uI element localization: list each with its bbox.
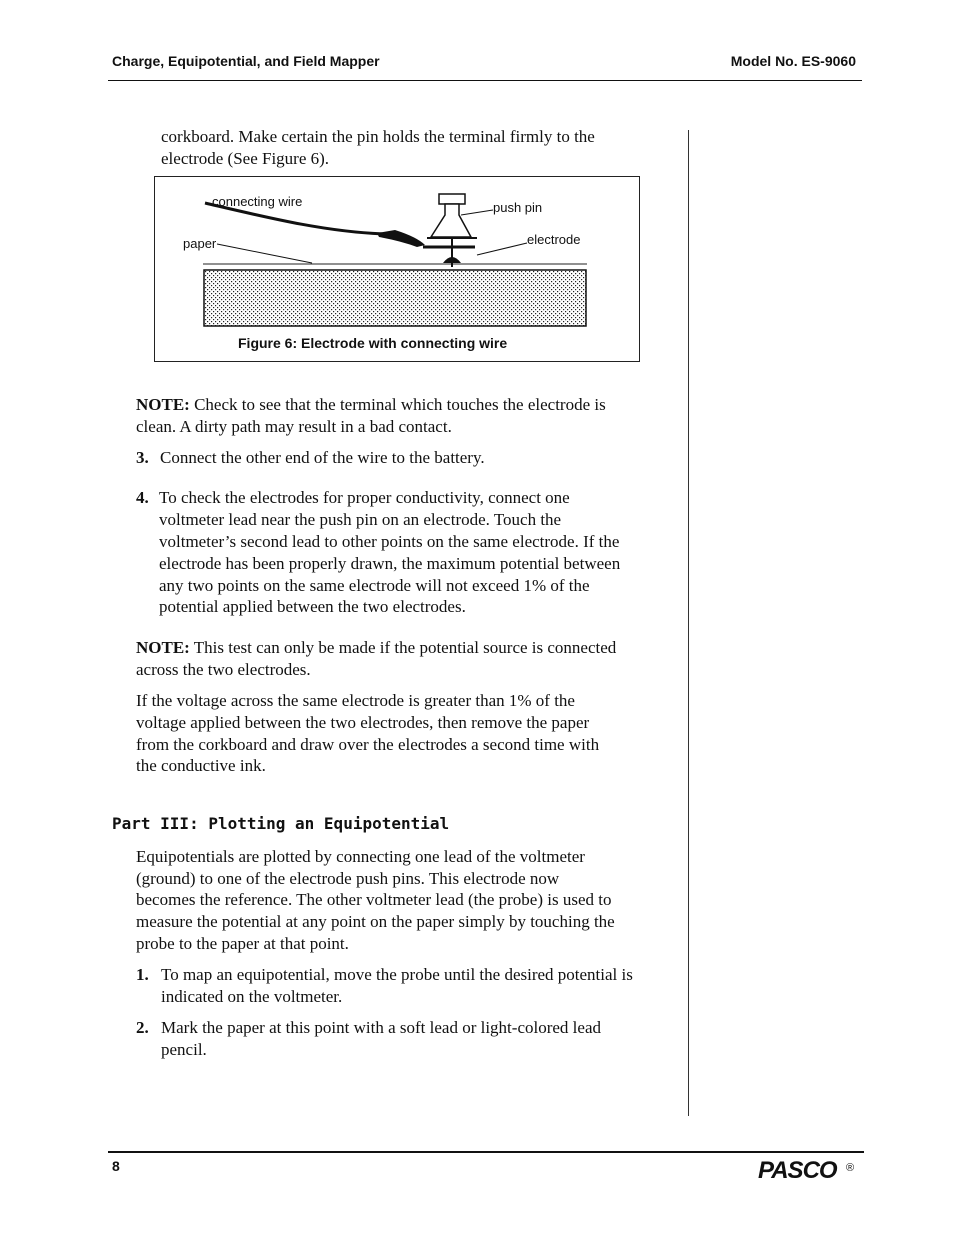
step-4-line-2: voltmeter lead near the push pin on an electrode. Touch the: [159, 510, 562, 529]
note-1-lead: NOTE:: [136, 395, 190, 414]
para-1-line-1: If the voltage across the same electrode is greater than 1% of the: [136, 691, 575, 710]
note-1-line-1: NOTE: Check to see that the terminal which touches the electrode is: [136, 395, 606, 414]
para-2-line-1: Equipotentials are plotted by connecting one lead of the voltmeter: [136, 847, 585, 866]
note-2-line-1: NOTE: This test can only be made if the potential source is connected: [136, 638, 617, 657]
step-1-line-2: indicated on the voltmeter.: [161, 987, 343, 1006]
step-4-line-1: To check the electrodes for proper conductivity, connect one: [159, 488, 570, 507]
para-2-line-3: becomes the reference. The other voltmeter lead (the probe) is used to: [136, 890, 612, 909]
leader-paper: [217, 244, 312, 263]
note-1-line-2: clean. A dirty path may result in a bad contact.: [136, 417, 452, 436]
push-pin-cap: [439, 194, 465, 204]
step-4-line-6: potential applied between the two electrodes.: [159, 597, 466, 616]
header-rule: [108, 80, 862, 81]
margin-rule: [688, 130, 689, 1116]
step-2-number: 2.: [136, 1018, 149, 1037]
figure-6: [154, 176, 640, 362]
step-3-line-1: Connect the other end of the wire to the battery.: [160, 448, 485, 467]
step-4-line-5: any two points on the same electrode will not exceed 1% of the: [159, 576, 590, 595]
figure-label-electrode: electrode: [527, 232, 581, 247]
step-4-line-3: voltmeter’s second lead to other points on the same electrode. If the: [159, 532, 620, 551]
leader-electrode: [477, 243, 527, 255]
step-2-line-1: Mark the paper at this point with a soft lead or light-colored lead: [161, 1018, 601, 1037]
step-4-line-4: electrode has been properly drawn, the maximum potential between: [159, 554, 621, 573]
section-heading: Part III: Plotting an Equipotential: [112, 814, 450, 833]
figure-caption: Figure 6: Electrode with connecting wire: [238, 335, 508, 351]
para-2-line-4: measure the potential at any point on the paper simply by touching the: [136, 912, 615, 931]
electrode-blob: [443, 257, 461, 263]
leader-pin: [461, 210, 493, 215]
step-4-number: 4.: [136, 488, 149, 507]
push-pin-body: [431, 204, 471, 237]
pasco-logo: PASCO: [758, 1157, 837, 1184]
header-title: Charge, Equipotential, and Field Mapper: [112, 53, 380, 69]
footer-rule: [108, 1151, 864, 1153]
step-2-line-2: pencil.: [161, 1040, 207, 1059]
header-model: Model No. ES-9060: [730, 53, 856, 69]
alligator-clip: [377, 230, 425, 247]
step-1-line-1: To map an equipotential, move the probe until the desired potential is: [161, 965, 633, 984]
para-2-line-5: probe to the paper at that point.: [136, 934, 349, 953]
intro-line-2: electrode (See Figure 6).: [161, 149, 330, 168]
para-1-line-2: voltage applied between the two electrodes, then remove the paper: [136, 713, 590, 732]
corkboard: [204, 270, 586, 326]
para-1-line-3: from the corkboard and draw over the electrodes a second time with: [136, 735, 600, 754]
step-3-number: 3.: [136, 448, 149, 467]
figure-label-wire: connecting wire: [212, 194, 303, 209]
step-1-number: 1.: [136, 965, 149, 984]
para-1-line-4: the conductive ink.: [136, 756, 266, 775]
registered-mark: ®: [846, 1162, 855, 1174]
page-number: 8: [112, 1158, 120, 1174]
figure-label-paper: paper: [183, 236, 217, 251]
figure-label-pin: push pin: [493, 200, 543, 215]
note-2-lead: NOTE:: [136, 638, 190, 657]
note-2-line-2: across the two electrodes.: [136, 660, 311, 679]
para-2-line-2: (ground) to one of the electrode push pins. This electrode now: [136, 869, 560, 888]
intro-line-1: corkboard. Make certain the pin holds the terminal firmly to the: [161, 127, 595, 146]
